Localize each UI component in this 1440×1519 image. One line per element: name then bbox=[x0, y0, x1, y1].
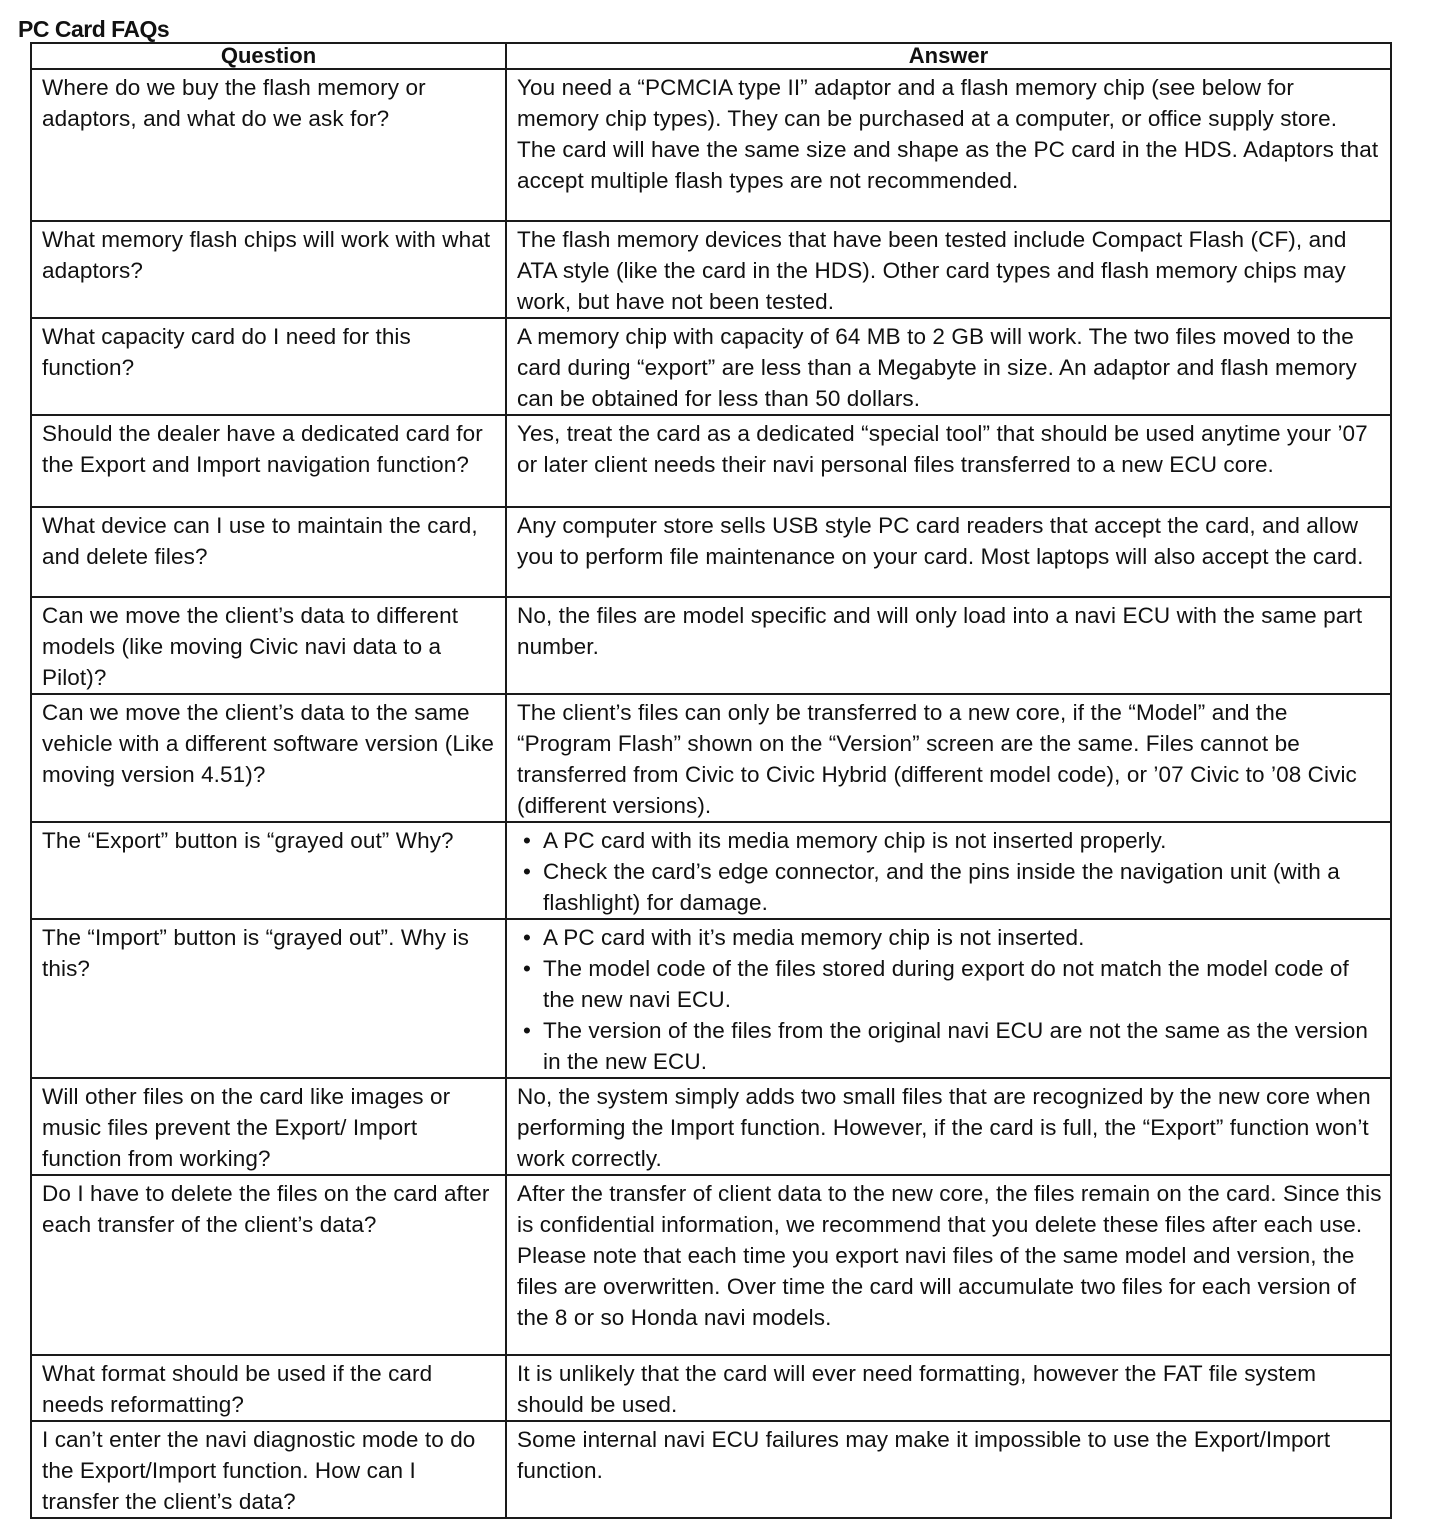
table-row bbox=[31, 1421, 1391, 1518]
question-cell: The “Import” button is “grayed out”. Why is this? bbox=[31, 919, 506, 1078]
answer-cell: Some internal navi ECU failures may make it impossible to use the Export/Import function. bbox=[506, 1421, 1391, 1518]
table-row bbox=[31, 415, 1391, 507]
table-row bbox=[31, 694, 1391, 822]
answer-cell bbox=[506, 919, 1391, 1078]
answer-cell: No, the system simply adds two small files that are recognized by the new core when performing the Import function. However, if the card is full, the “Export” function won’t work correctly. bbox=[506, 1078, 1391, 1175]
answer-cell: A memory chip with capacity of 64 MB to 2 GB will work. The two files moved to the card during “export” are less than a Megabyte in size. An adaptor and flash memory can be obtained for less than 50 dollars. bbox=[506, 318, 1391, 415]
question-cell: Will other files on the card like images or music files prevent the Export/ Import function from working? bbox=[31, 1078, 506, 1175]
table-row bbox=[31, 919, 1391, 1078]
question-cell: The “Export” button is “grayed out” Why? bbox=[31, 822, 506, 919]
bullet-item: • The version of the files from the original navi ECU are not the same as the version in the new ECU. bbox=[517, 1015, 1382, 1077]
table-row bbox=[31, 1175, 1391, 1355]
bullet-item: • A PC card with its media memory chip is not inserted properly. bbox=[517, 825, 1382, 856]
table-row bbox=[31, 1355, 1391, 1421]
question-cell: Where do we buy the flash memory or adaptors, and what do we ask for? bbox=[31, 69, 506, 221]
table-row bbox=[31, 597, 1391, 694]
question-cell: Can we move the client’s data to the same vehicle with a different software version (Like moving version 4.51)? bbox=[31, 694, 506, 822]
question-cell: What format should be used if the card needs reformatting? bbox=[31, 1355, 506, 1421]
page-title: PC Card FAQs bbox=[18, 16, 170, 42]
answer-cell: Any computer store sells USB style PC card readers that accept the card, and allow you to perform file maintenance on your card. Most laptops will also accept the card. bbox=[506, 507, 1391, 597]
answer-cell bbox=[506, 822, 1391, 919]
table-row bbox=[31, 69, 1391, 221]
answer-column-header: Answer bbox=[506, 43, 1391, 69]
answer-cell: The flash memory devices that have been tested include Compact Flash (CF), and ATA style (like the card in the HDS). Other card types and flash memory chips may work, but have not been tested. bbox=[506, 221, 1391, 318]
answer-cell: The client’s files can only be transferred to a new core, if the “Model” and the “Program Flash” shown on the “Version” screen are the same. Files cannot be transferred from Civic to Civic Hybrid (different model code), or ’07 Civic to ’08 Civic (different versions). bbox=[506, 694, 1391, 822]
answer-cell: You need a “PCMCIA type II” adaptor and a flash memory chip (see below for memory chip types). They can be purchased at a computer, or office supply store. The card will have the same size and shape as the PC card in the HDS. Adaptors that accept multiple flash types are not recommended. bbox=[506, 69, 1391, 221]
table-row bbox=[31, 507, 1391, 597]
question-cell: What device can I use to maintain the card, and delete files? bbox=[31, 507, 506, 597]
table-header-row bbox=[31, 43, 1391, 69]
table-row bbox=[31, 221, 1391, 318]
question-column-header: Question bbox=[31, 43, 506, 69]
bullet-list bbox=[517, 825, 1382, 918]
table-row bbox=[31, 1078, 1391, 1175]
table-row bbox=[31, 318, 1391, 415]
question-cell: I can’t enter the navi diagnostic mode to do the Export/Import function. How can I transfer the client’s data? bbox=[31, 1421, 506, 1518]
question-cell: Should the dealer have a dedicated card for the Export and Import navigation function? bbox=[31, 415, 506, 507]
bullet-item: • The model code of the files stored during export do not match the model code of the new navi ECU. bbox=[517, 953, 1382, 1015]
answer-cell: After the transfer of client data to the new core, the files remain on the card. Since this is confidential information, we recommend that you delete these files after each use. Please note that each time you export navi files of the same model and version, the files are overwritten. Over time the card will accumulate two files for each version of the 8 or so Honda navi models. bbox=[506, 1175, 1391, 1355]
table-row bbox=[31, 822, 1391, 919]
answer-cell: Yes, treat the card as a dedicated “special tool” that should be used anytime your ’07 or later client needs their navi personal files transferred to a new ECU core. bbox=[506, 415, 1391, 507]
faq-table bbox=[30, 42, 1392, 1519]
bullet-list bbox=[517, 922, 1382, 1077]
question-cell: What memory flash chips will work with what adaptors? bbox=[31, 221, 506, 318]
answer-cell: No, the files are model specific and will only load into a navi ECU with the same part number. bbox=[506, 597, 1391, 694]
answer-cell: It is unlikely that the card will ever need formatting, however the FAT file system should be used. bbox=[506, 1355, 1391, 1421]
question-cell: What capacity card do I need for this function? bbox=[31, 318, 506, 415]
bullet-item: • Check the card’s edge connector, and the pins inside the navigation unit (with a flashlight) for damage. bbox=[517, 856, 1382, 918]
bullet-item: • A PC card with it’s media memory chip is not inserted. bbox=[517, 922, 1382, 953]
question-cell: Can we move the client’s data to different models (like moving Civic navi data to a Pilot)? bbox=[31, 597, 506, 694]
question-cell: Do I have to delete the files on the card after each transfer of the client’s data? bbox=[31, 1175, 506, 1355]
